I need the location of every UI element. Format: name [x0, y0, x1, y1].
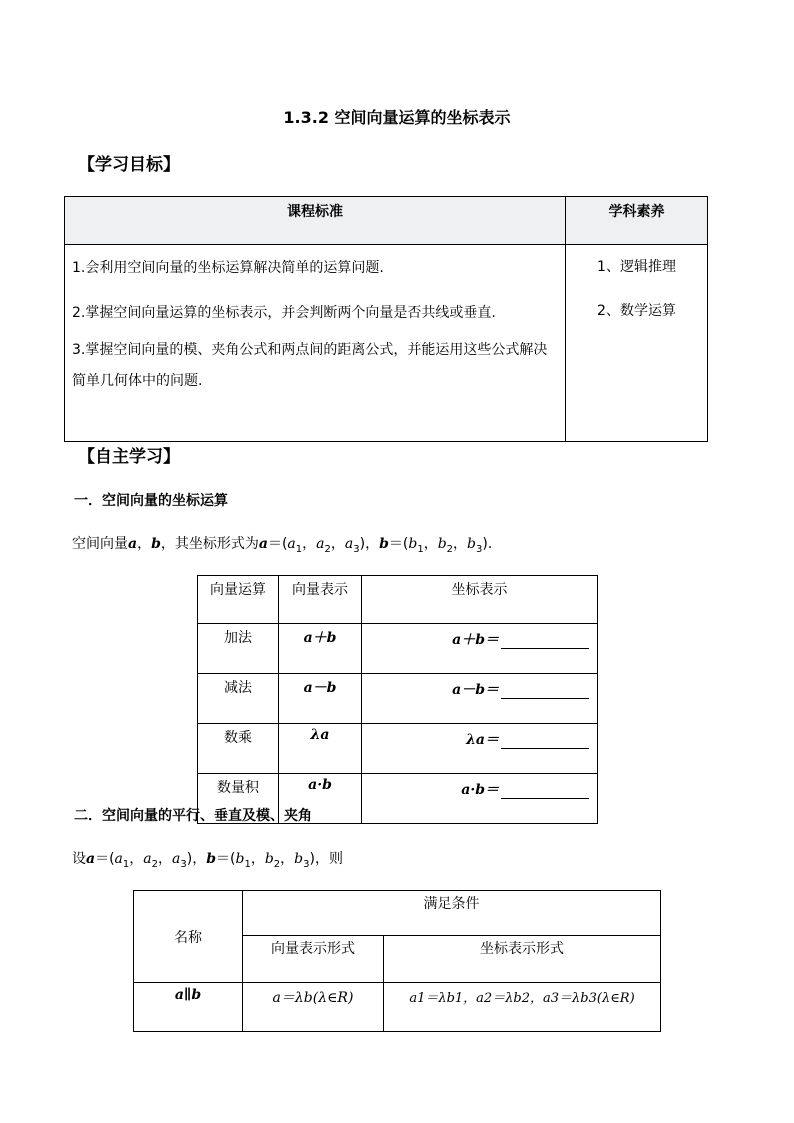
fill-blank[interactable] — [501, 784, 589, 799]
objectives-list — [65, 245, 566, 442]
row-name-cell: a∥b — [134, 983, 243, 1032]
coord-cell: a·b＝ — [362, 774, 598, 824]
sub2-heading: 二．空间向量的平行、垂直及模、夹角 — [74, 808, 312, 824]
sub1-intro: 空间向量a，b，其坐标形式为$a=(a_1$，$a_2$，$a_3$)，$b=(b_1$，$b_2$，$b_3$). — [72, 536, 493, 555]
op-cell: 加法 — [198, 624, 279, 674]
literacy-header: 学科素养 — [566, 197, 708, 245]
fill-blank[interactable] — [501, 634, 589, 649]
table-row — [134, 891, 661, 936]
section-self-study-heading: 【自主学习】 — [78, 447, 180, 467]
coordinate-operations-table — [197, 575, 598, 824]
expr-cell: a·b — [279, 774, 362, 824]
literacy-item: 2、数学运算 — [597, 303, 676, 319]
page-title: 1.3.2 空间向量运算的坐标表示 — [283, 108, 511, 127]
table-header-cell: 向量运算 — [198, 576, 279, 624]
name-header-cell: 名称 — [134, 891, 243, 983]
table-row — [198, 576, 598, 624]
vector-form-header-cell: 向量表示形式 — [243, 936, 384, 983]
table-row — [198, 724, 598, 774]
coord-cell: a＋b＝ — [362, 624, 598, 674]
row-coord-cell: a1＝λb1，a2＝λb2，a3＝λb3(λ∈R) — [384, 983, 661, 1032]
table-row — [134, 983, 661, 1032]
op-cell: 数乘 — [198, 724, 279, 774]
table-header-cell: 向量表示 — [279, 576, 362, 624]
table-header-cell: 坐标表示 — [362, 576, 598, 624]
literacy-item: 1、逻辑推理 — [597, 259, 676, 275]
objective-item: 1.会利用空间向量的坐标运算解决简单的运算问题. — [72, 260, 384, 276]
op-cell: 数量积 — [198, 774, 279, 824]
coord-cell: λa＝ — [362, 724, 598, 774]
expr-cell: λa — [279, 724, 362, 774]
table-row — [198, 674, 598, 724]
table-row — [198, 624, 598, 674]
row-vector-cell: a＝λb(λ∈R) — [243, 983, 384, 1032]
expr-cell: a＋b — [279, 624, 362, 674]
op-cell: 减法 — [198, 674, 279, 724]
sub2-intro: 设$a=(a_1$，$a_2$，$a_3$)，$b=(b_1$，$b_2$，$b_3$)，则 — [72, 851, 343, 870]
section-objectives-heading: 【学习目标】 — [78, 155, 180, 175]
coord-cell: a－b＝ — [362, 674, 598, 724]
coord-form-header-cell: 坐标表示形式 — [384, 936, 661, 983]
course-standard-header: 课程标准 — [65, 197, 566, 245]
literacy-list — [566, 245, 708, 442]
sub1-heading: 一．空间向量的坐标运算 — [74, 493, 228, 509]
objective-item: 3.掌握空间向量的模、夹角公式和两点间的距离公式，并能运用这些公式解决简单几何体中的问题. — [72, 342, 548, 389]
objective-item: 2.掌握空间向量运算的坐标表示，并会判断两个向量是否共线或垂直. — [72, 305, 496, 321]
parallel-perpendicular-table — [133, 890, 661, 1032]
fill-blank[interactable] — [501, 734, 589, 749]
fill-blank[interactable] — [501, 684, 589, 699]
condition-header-cell: 满足条件 — [243, 891, 661, 936]
objectives-table — [64, 196, 708, 442]
expr-cell: a－b — [279, 674, 362, 724]
